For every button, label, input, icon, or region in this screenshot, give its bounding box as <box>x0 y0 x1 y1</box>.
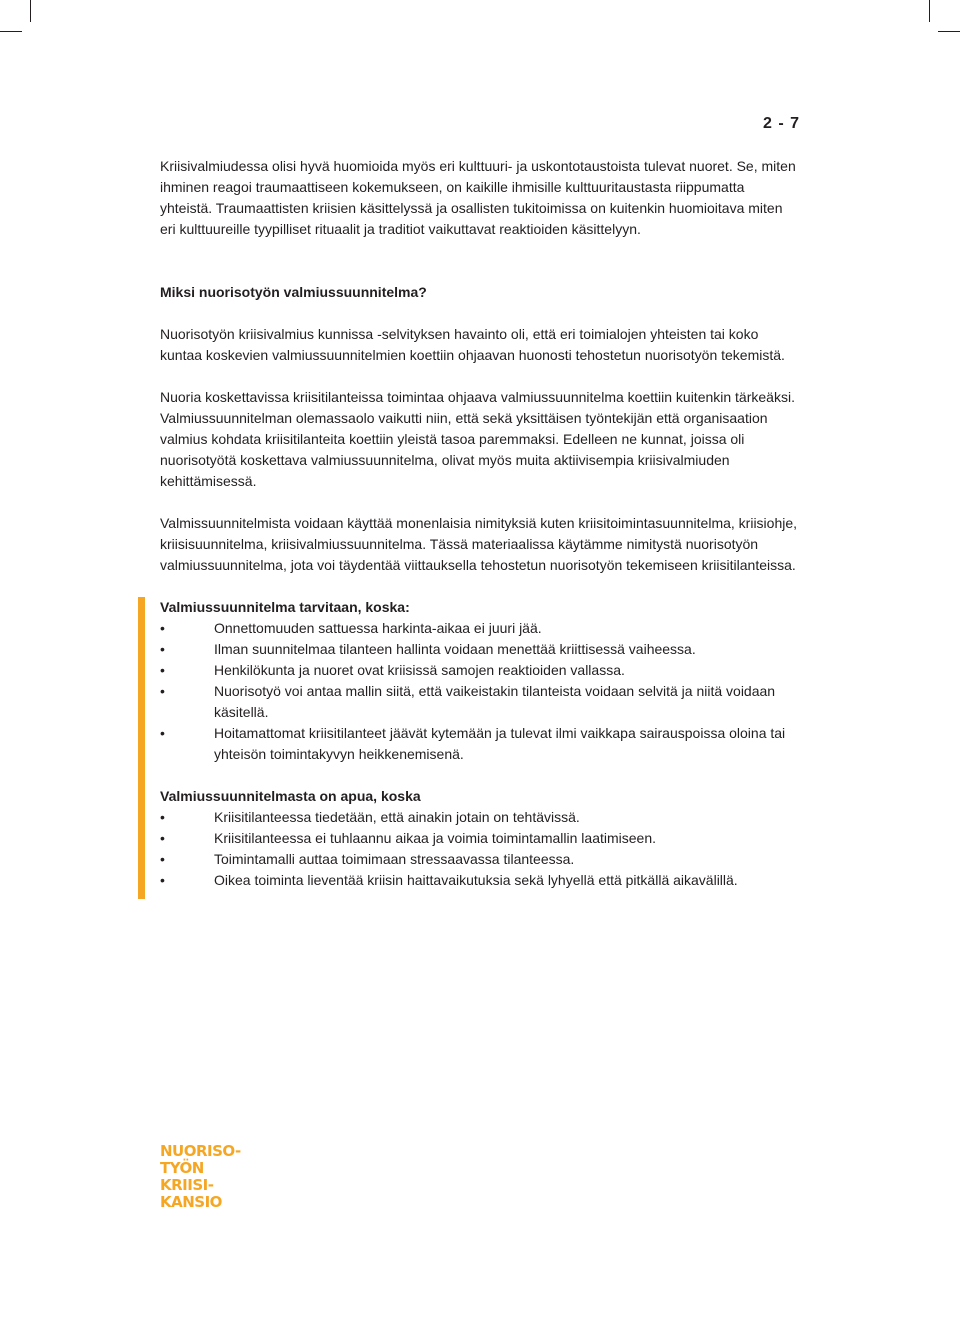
bullet-icon: • <box>160 662 165 678</box>
list-item <box>160 849 800 870</box>
list-item <box>160 639 800 660</box>
list-item <box>160 807 800 828</box>
list-item-text: Hoitamattomat kriisitilanteet jäävät kytemään ja tulevat ilmi vaikkapa sairauspoissa oloina tai yhteisön toimintakyvyn heikkenemisenä. <box>214 725 786 762</box>
crop-mark-top-left-v <box>30 0 31 22</box>
crop-mark-top-right-h <box>938 31 960 32</box>
intro-paragraph: Kriisivalmiudessa olisi hyvä huomioida myös eri kulttuuri- ja uskontotaustoista tulevat nuoret. Se, miten ihminen reagoi traumaattiseen kokemukseen, on kaikille ihmisille kulttuuritaustasta riippumatta yhteistä. Traumaattisten kriisien käsittelyssä ja osallisten tukitoimissa on kuitenkin huomioitava miten eri kulttuureille tyypilliset rituaalit ja traditiot vaikuttavat reaktioiden käsittelyyn. <box>160 158 796 237</box>
bullet-icon: • <box>160 620 165 636</box>
logo-line: NUORISO- <box>160 1142 241 1160</box>
highlight-box <box>160 597 800 891</box>
logo-line: KANSIO <box>160 1193 222 1211</box>
benefits-list <box>160 807 800 891</box>
page-number: 2 - 7 <box>762 115 800 132</box>
list-item-text: Ilman suunnitelmaa tilanteen hallinta voidaan menettää kriittisessä vaiheessa. <box>214 641 696 657</box>
body-paragraph: Nuorisotyön kriisivalmius kunnissa -selvityksen havainto oli, että eri toimialojen yhteisten tai koko kuntaa koskevien valmiussuunnitelmien koettiin ohjaavan huonosti tehostetun nuorisotyön tekemistä. <box>160 326 785 363</box>
bullet-icon: • <box>160 851 165 867</box>
list-title: Valmiussuunnitelma tarvitaan, koska: <box>160 599 410 615</box>
logo-line: TYÖN <box>160 1159 204 1177</box>
bullet-icon: • <box>160 809 165 825</box>
bullet-icon: • <box>160 872 165 888</box>
list-item-text: Oikea toiminta lieventää kriisin haittavaikutuksia sekä lyhyellä että pitkällä aikavälillä. <box>214 872 738 888</box>
bullet-icon: • <box>160 683 165 699</box>
body-paragraph: Valmissuunnitelmista voidaan käyttää monenlaisia nimityksiä kuten kriisitoimintasuunnitelma, kriisiohje, kriisisuunnitelma, kriisivalmiussuunnitelma. Tässä materiaalissa käytämme nimitystä nuorisotyön valmiussuunnitelma, jota voi täydentää viittauksella tehostetun nuorisotyön tekemiseen kriisitilanteissa. <box>160 515 798 573</box>
bullet-icon: • <box>160 725 165 741</box>
list-item-text: Kriisitilanteessa tiedetään, että ainakin jotain on tehtävissä. <box>214 809 580 825</box>
list-item-text: Nuorisotyö voi antaa mallin siitä, että vaikeistakin tilanteista voidaan selvitä ja niitä voidaan käsitellä. <box>214 683 776 720</box>
list-item-text: Henkilökunta ja nuoret ovat kriisissä samojen reaktioiden vallassa. <box>214 662 625 678</box>
section-heading: Miksi nuorisotyön valmiussuunnitelma? <box>160 284 427 300</box>
logo-line: KRIISI- <box>160 1176 214 1194</box>
list-item <box>160 723 800 765</box>
crop-mark-top-left-h <box>0 31 22 32</box>
bullet-icon: • <box>160 641 165 657</box>
body-paragraph: Nuoria koskettavissa kriisitilanteissa toimintaa ohjaava valmiussuunnitelma koettiin kuitenkin tärkeäksi. Valmiussuunnitelman olemassaolo vaikutti niin, että sekä yksittäisen työntekijän että organisaation valmius kohdata kriisitilanteita koettiin yleistä tasoa paremmaksi. Edelleen ne kunnat, joissa oli nuorisotyötä koskettava valmiussuunnitelma, olivat myös muita aktiivisempia kriisivalmiuden kehittämisessä. <box>160 389 795 489</box>
reasons-list <box>160 618 800 765</box>
list-item <box>160 870 800 891</box>
list-item-text: Onnettomuuden sattuessa harkinta-aikaa ei juuri jää. <box>214 620 542 636</box>
list-item <box>160 828 800 849</box>
list-item-text: Kriisitilanteessa ei tuhlaannu aikaa ja voimia toimintamallin laatimiseen. <box>214 830 656 846</box>
nuorisotyon-kriisikansio-logo <box>160 1143 241 1211</box>
list-item <box>160 681 800 723</box>
page-content <box>160 156 800 891</box>
bullet-icon: • <box>160 830 165 846</box>
list-item-text: Toimintamalli auttaa toimimaan stressaavassa tilanteessa. <box>214 851 575 867</box>
accent-bar <box>138 597 145 899</box>
list-item <box>160 660 800 681</box>
list-title: Valmiussuunnitelmasta on apua, koska <box>160 788 421 804</box>
list-item <box>160 618 800 639</box>
crop-mark-top-right-v <box>929 0 930 22</box>
